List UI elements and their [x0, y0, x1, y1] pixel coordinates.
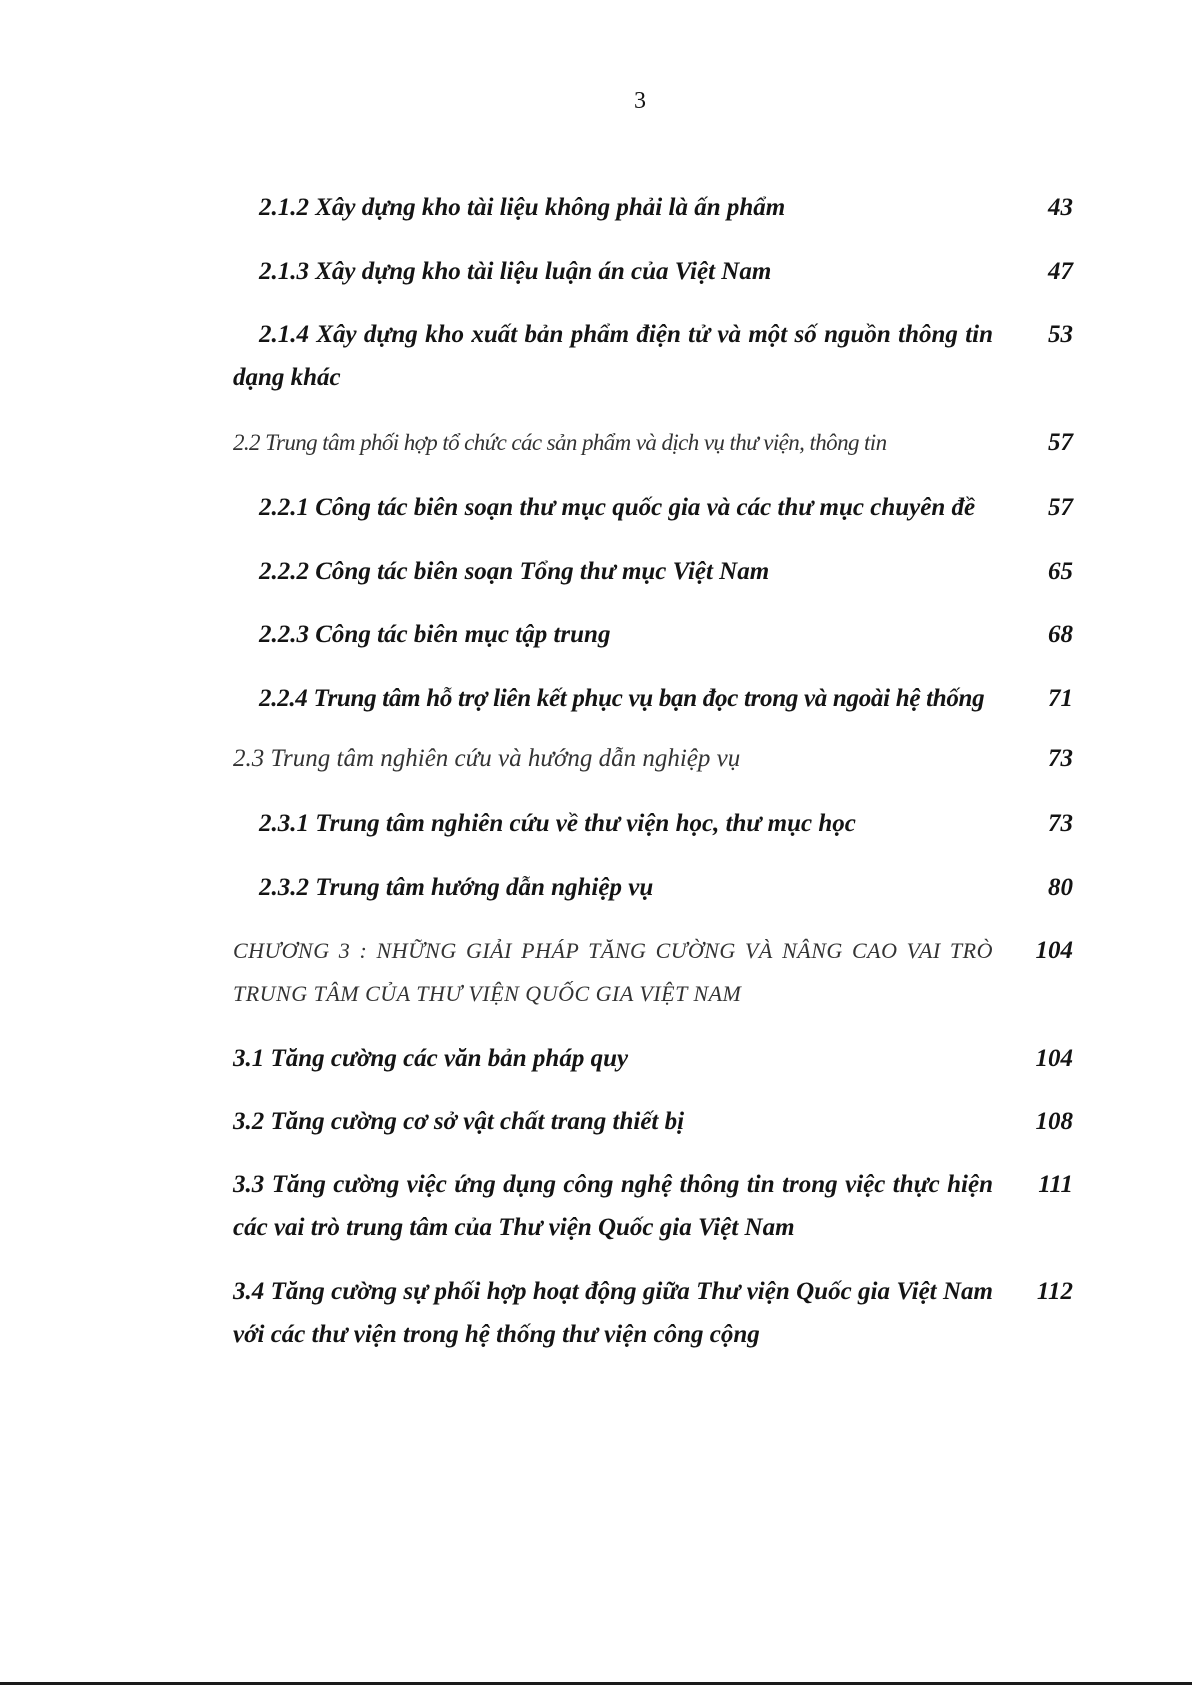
toc-entry-title: 3.3 Tăng cường việc ứng dụng công nghệ thông tin trong việc thực hiện các vai trò trung tâm của Thư viện Quốc gia Việt Nam: [233, 1171, 993, 1241]
toc-entry-title: 2.3 Trung tâm nghiên cứu và hướng dẫn nghiệp vụ: [233, 745, 741, 772]
toc-entry-title: 2.2.1 Công tác biên soạn thư mục quốc gia và các thư mục chuyên đề: [259, 494, 976, 521]
toc-entry-title: 3.4 Tăng cường sự phối hợp hoạt động giữa Thư viện Quốc gia Việt Nam với các thư viện trong hệ thống thư viện công cộng: [233, 1278, 993, 1348]
toc-entry-page: 71: [1048, 685, 1073, 712]
toc-entry-page: 112: [1036, 1278, 1073, 1305]
toc-entry-title: 3.1 Tăng cường các văn bản pháp quy: [233, 1045, 629, 1072]
toc-entry-page: 104: [1035, 1045, 1073, 1072]
toc-entry-title: 2.2.2 Công tác biên soạn Tổng thư mục Việt Nam: [259, 558, 770, 585]
toc-entry-page: 111: [1038, 1171, 1073, 1198]
toc-entry-title: 2.2.4 Trung tâm hỗ trợ liên kết phục vụ bạn đọc trong và ngoài hệ thống: [259, 685, 985, 712]
page-number: 3: [634, 88, 646, 114]
toc-entry-page: 108: [1035, 1108, 1073, 1135]
toc-entry-page: 73: [1048, 745, 1073, 772]
toc-entry-page: 65: [1048, 558, 1073, 585]
toc-entry-page: 73: [1048, 810, 1073, 837]
toc-entry-page: 57: [1048, 494, 1073, 521]
toc-entry-page: 80: [1048, 874, 1073, 901]
toc-entry-page: 47: [1048, 258, 1073, 285]
toc-entry-page: 53: [1048, 321, 1073, 348]
toc-entry-title: 2.2.3 Công tác biên mục tập trung: [259, 621, 611, 648]
toc-entry-page: 68: [1048, 621, 1073, 648]
toc-entry-title: 2.2 Trung tâm phối hợp tổ chức các sản phẩm và dịch vụ thư viện, thông tin: [233, 430, 887, 455]
toc-entry-page: 43: [1048, 194, 1073, 221]
toc-entry-title: 2.1.3 Xây dựng kho tài liệu luận án của Việt Nam: [259, 258, 772, 285]
toc-entry-title: 2.1.4 Xây dựng kho xuất bản phẩm điện tử và một số nguồn thông tin dạng khác: [233, 321, 993, 391]
toc-entry-page: 104: [1035, 937, 1073, 964]
toc-entry-title: 3.2 Tăng cường cơ sở vật chất trang thiết bị: [233, 1108, 685, 1135]
toc-entry-title: 2.3.2 Trung tâm hướng dẫn nghiệp vụ: [259, 874, 654, 901]
toc-entry-title: 2.3.1 Trung tâm nghiên cứu về thư viện học, thư mục học: [259, 810, 856, 837]
toc-entry-page: 57: [1048, 429, 1073, 456]
toc-entry-title: 2.1.2 Xây dựng kho tài liệu không phải là ấn phẩm: [259, 194, 786, 221]
toc-entry-title: CHƯƠNG 3 : NHỮNG GIẢI PHÁP TĂNG CƯỜNG VÀ NÂNG CAO VAI TRÒ TRUNG TÂM CỦA THƯ VIỆN QUỐC GIA VIỆT NAM: [233, 938, 993, 1006]
